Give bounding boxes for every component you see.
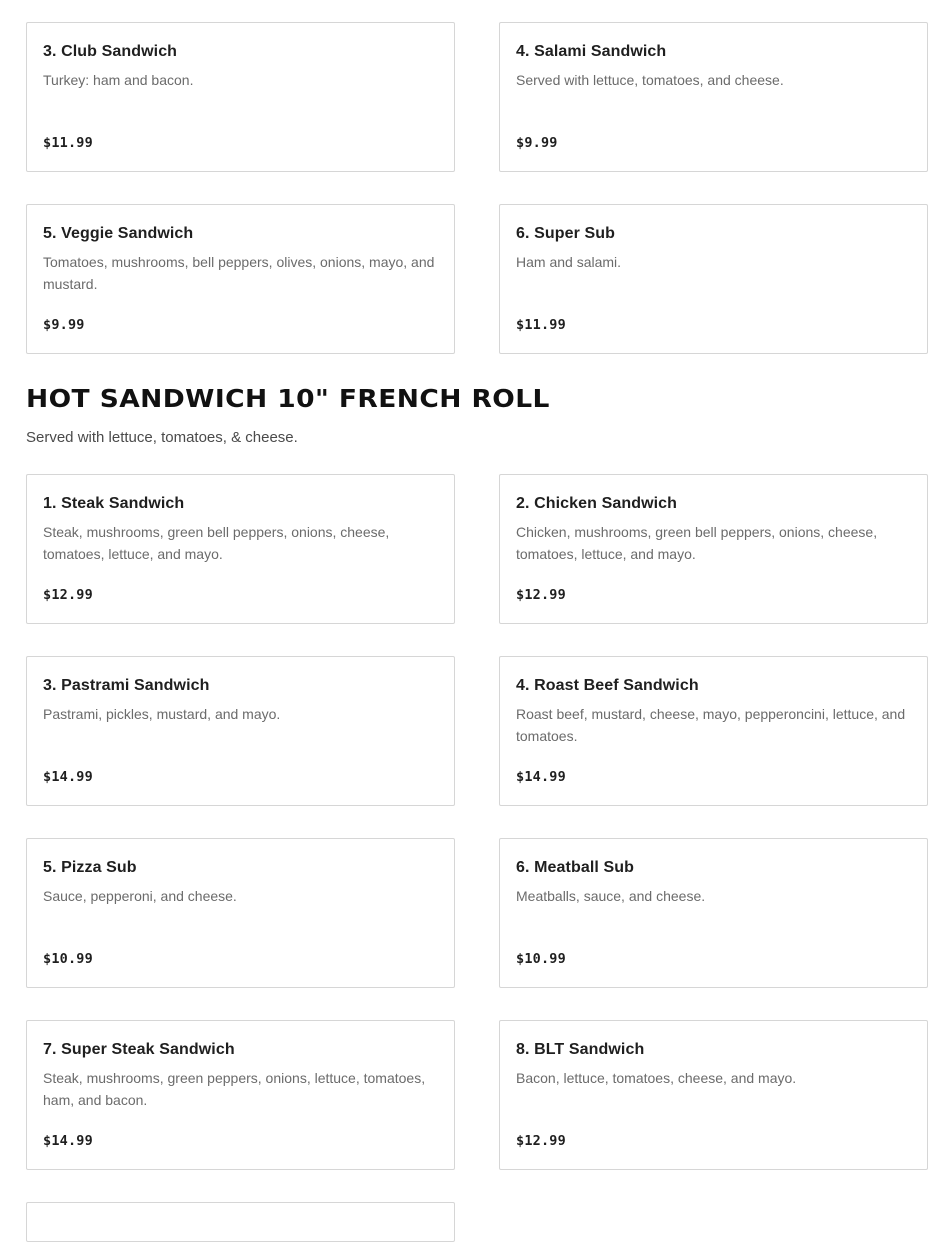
menu-item-card[interactable]: [26, 838, 455, 988]
menu-item-card[interactable]: [499, 838, 928, 988]
menu-item-description: Ham and salami.: [516, 254, 622, 270]
hot-sandwich-grid: [26, 474, 928, 1170]
menu-item-name: 7. Super Steak Sandwich: [43, 1041, 235, 1058]
menu-item-name: 3. Pastrami Sandwich: [43, 677, 210, 694]
menu-item-name: 3. Club Sandwich: [43, 43, 178, 60]
menu-item-price: $14.99: [516, 769, 566, 785]
menu-item-price: $12.99: [43, 587, 93, 603]
menu-item-description: Pastrami, pickles, mustard, and mayo.: [43, 706, 281, 722]
menu-item-price: $11.99: [516, 317, 566, 333]
menu-item-price: $10.99: [516, 951, 566, 967]
menu-item-description: Chicken, mushrooms, green bell peppers, onions, cheese, tomatoes, lettuce, and mayo.: [516, 524, 878, 562]
menu-item-price: $14.99: [43, 769, 93, 785]
menu-item-price: $12.99: [516, 1133, 566, 1149]
menu-item-card[interactable]: [499, 474, 928, 624]
menu-item-card[interactable]: [26, 474, 455, 624]
menu-item-price: $9.99: [43, 317, 85, 333]
menu-item-name: 4. Salami Sandwich: [516, 43, 667, 60]
menu-item-name: 1. Steak Sandwich: [43, 495, 185, 512]
menu-item-price: $10.99: [43, 951, 93, 967]
menu-item-price: $14.99: [43, 1133, 93, 1149]
menu-item-card[interactable]: [26, 656, 455, 806]
menu-item-description: Meatballs, sauce, and cheese.: [516, 888, 706, 904]
menu-item-name: 6. Super Sub: [516, 225, 615, 242]
menu-item-name: 2. Chicken Sandwich: [516, 495, 678, 512]
menu-item-description: Bacon, lettuce, tomatoes, cheese, and mayo.: [516, 1070, 797, 1086]
menu-item-price: $11.99: [43, 135, 93, 151]
section-title: HOT SANDWICH 10" FRENCH ROLL: [26, 384, 550, 413]
menu-item-price: $9.99: [516, 135, 558, 151]
menu-item-card[interactable]: [499, 656, 928, 806]
menu-item-card[interactable]: [499, 22, 928, 172]
cold-sandwich-grid: [26, 22, 928, 354]
menu-item-description: Tomatoes, mushrooms, bell peppers, olives, onions, mayo, and mustard.: [43, 254, 435, 292]
menu-item-description: Turkey: ham and bacon.: [43, 72, 194, 88]
menu-item-card[interactable]: [26, 204, 455, 354]
menu-item-card[interactable]: [499, 204, 928, 354]
menu-item-card[interactable]: [499, 1020, 928, 1170]
section-subtitle: Served with lettuce, tomatoes, & cheese.: [26, 429, 298, 446]
menu-item-name: 5. Pizza Sub: [43, 859, 137, 876]
menu-item-price: $12.99: [516, 587, 566, 603]
menu-item-description: Steak, mushrooms, green peppers, onions, lettuce, tomatoes, ham, and bacon.: [43, 1070, 426, 1108]
menu-item-name: 8. BLT Sandwich: [516, 1041, 645, 1058]
menu-item-card-partial[interactable]: [26, 1202, 455, 1242]
menu-item-card[interactable]: [26, 22, 455, 172]
menu-item-name: 5. Veggie Sandwich: [43, 225, 194, 242]
menu-item-description: Roast beef, mustard, cheese, mayo, pepperoncini, lettuce, and tomatoes.: [516, 706, 906, 744]
menu-item-card[interactable]: [26, 1020, 455, 1170]
menu-item-description: Served with lettuce, tomatoes, and cheese.: [516, 72, 784, 88]
menu-item-name: 6. Meatball Sub: [516, 859, 634, 876]
menu-item-name: 4. Roast Beef Sandwich: [516, 677, 699, 694]
menu-item-description: Steak, mushrooms, green bell peppers, onions, cheese, tomatoes, lettuce, and mayo.: [43, 524, 390, 562]
menu-item-description: Sauce, pepperoni, and cheese.: [43, 888, 237, 904]
